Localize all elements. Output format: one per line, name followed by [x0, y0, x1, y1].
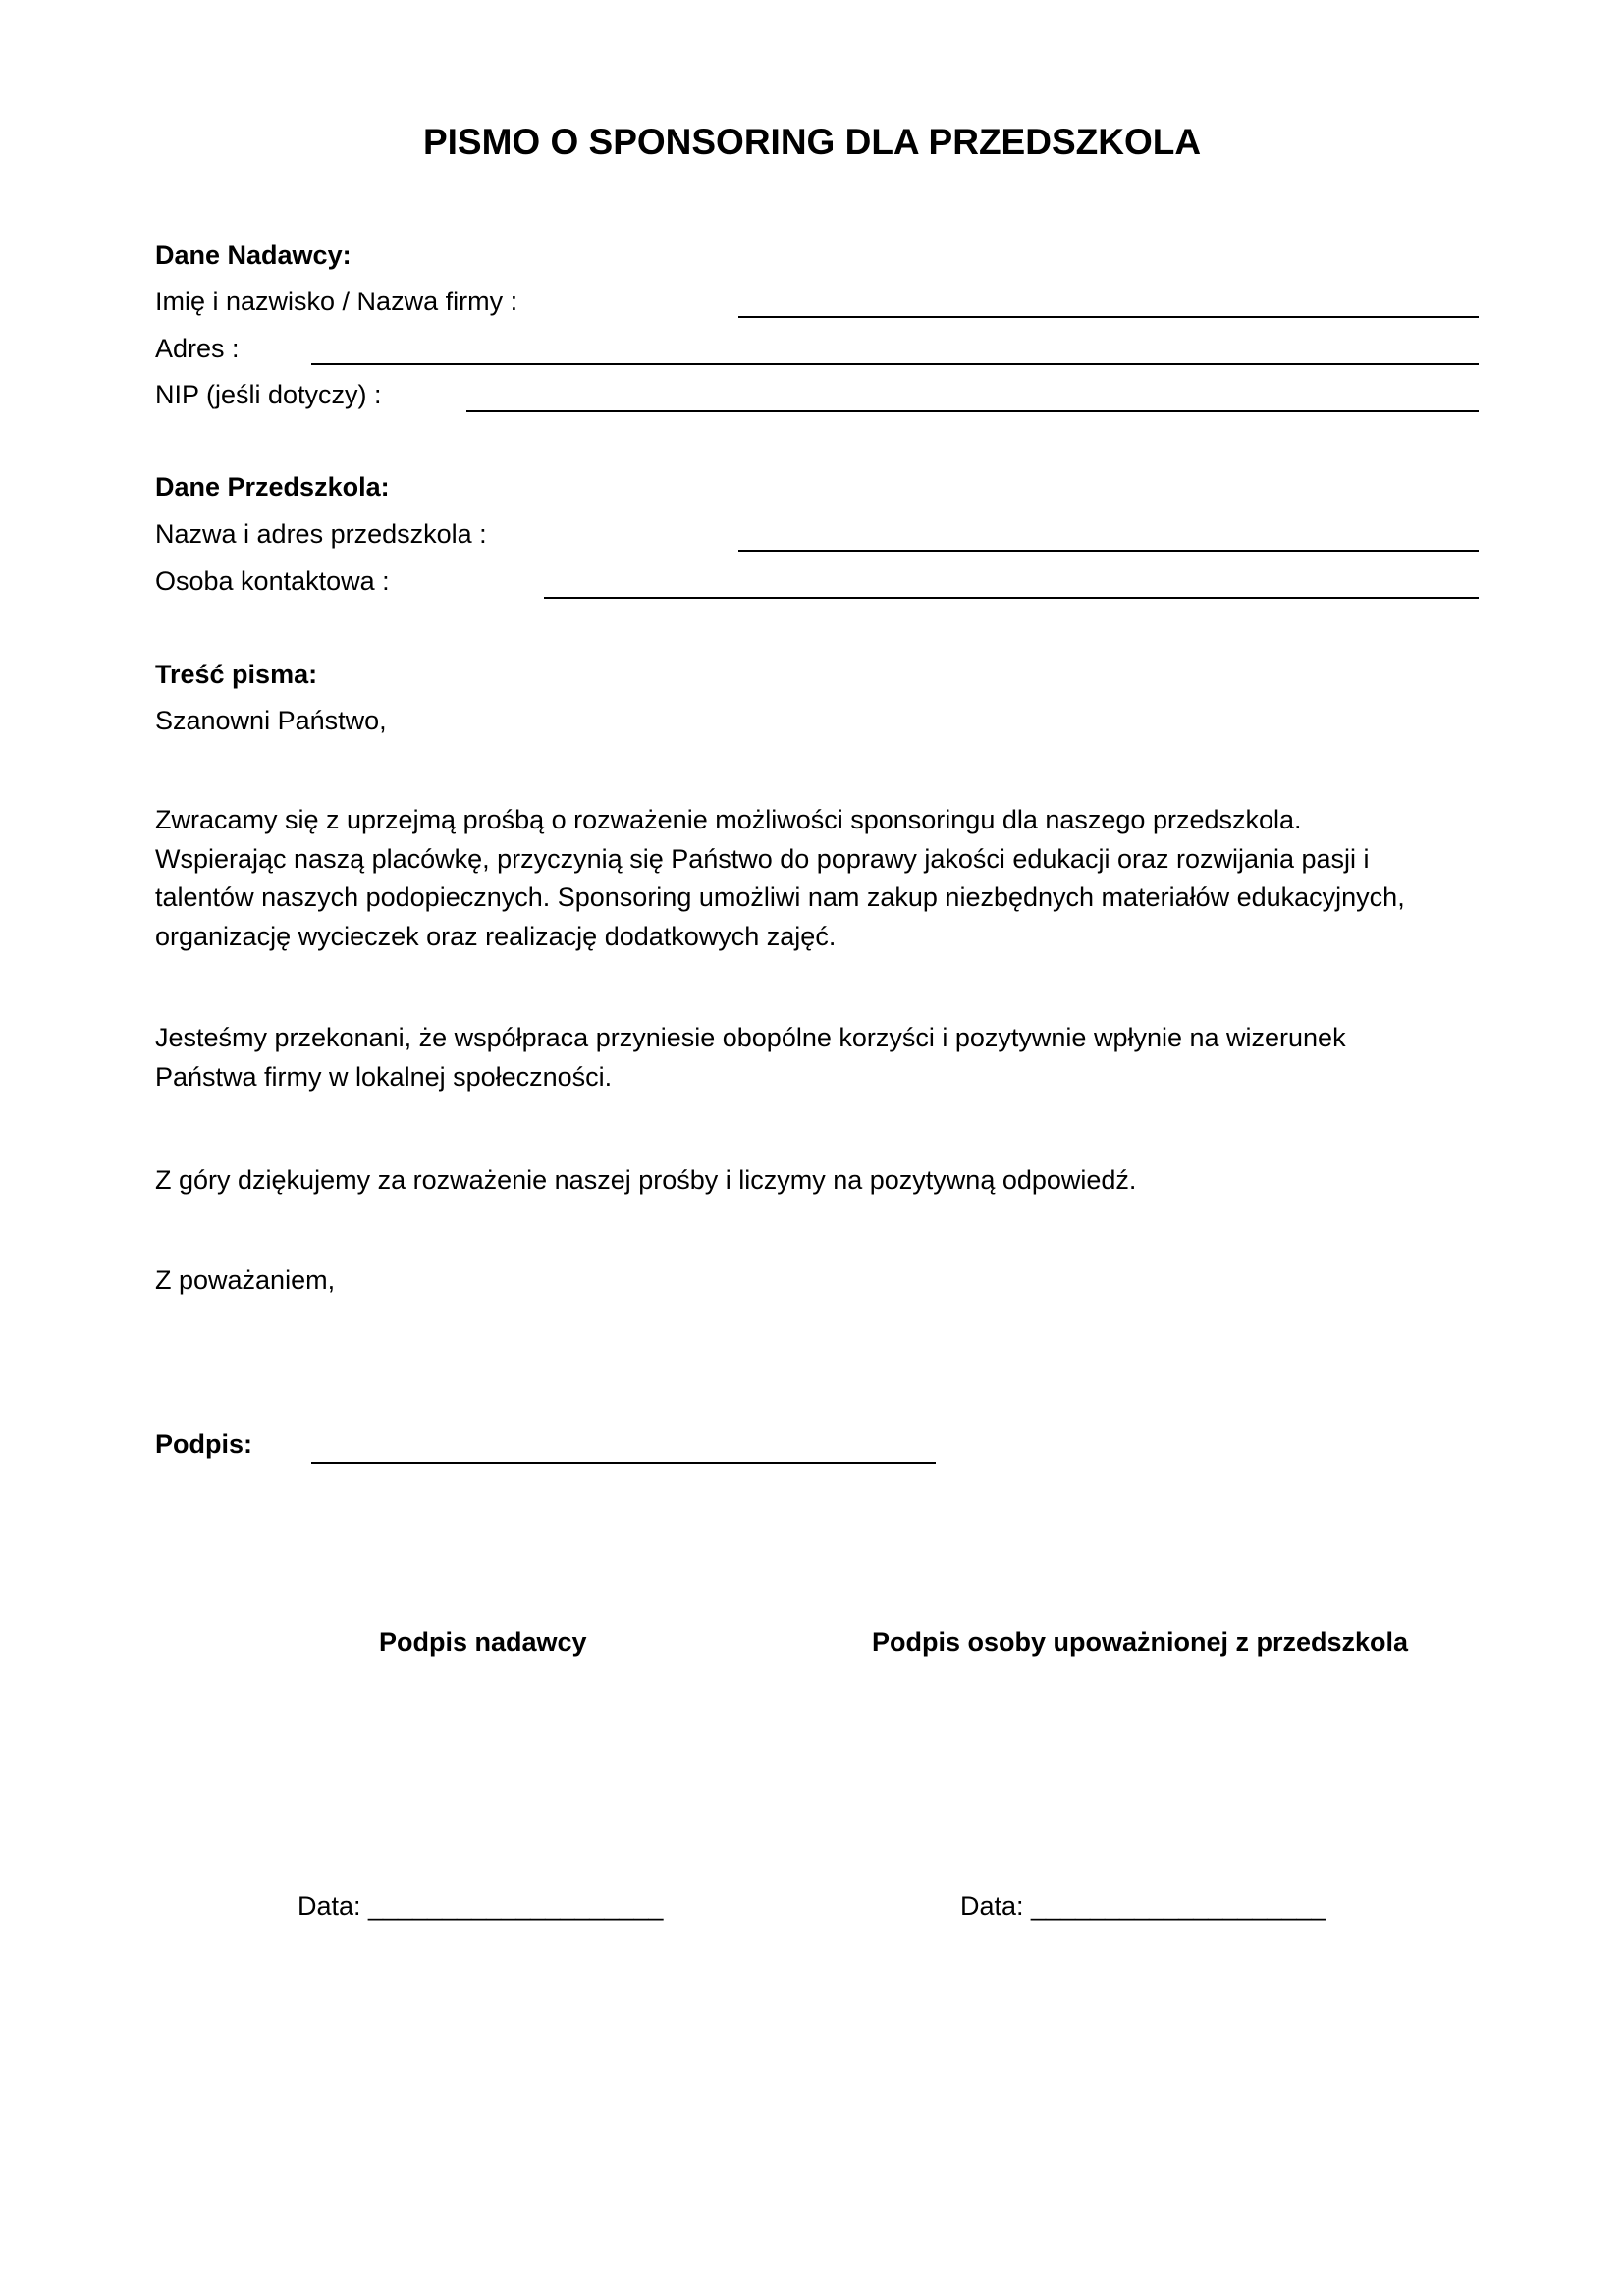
sender-address-field[interactable] — [311, 363, 1479, 365]
paragraph-1-line: Zwracamy się z uprzejmą prośbą o rozważenie możliwości sponsoringu dla naszego przedszkola. — [155, 805, 1302, 834]
document-title: PISMO O SPONSORING DLA PRZEDSZKOLA — [422, 122, 1202, 162]
paragraph-1-line: organizację wycieczek oraz realizację dodatkowych zajęć. — [155, 921, 837, 951]
sender-nip-field[interactable] — [466, 410, 1479, 412]
kindergarten-name-label: Nazwa i adres przedszkola : — [155, 519, 487, 549]
content-heading: Treść pisma: — [155, 660, 318, 689]
sender-address-label: Adres : — [155, 334, 240, 363]
sender-name-field[interactable] — [738, 316, 1479, 318]
paragraph-2-line: Jesteśmy przekonani, że współpraca przyniesie obopólne korzyści i pozytywnie wpłynie na wizerunek — [155, 1023, 1346, 1052]
kindergarten-signature-label: Podpis osoby upoważnionej z przedszkola — [872, 1628, 1409, 1657]
kindergarten-contact-label: Osoba kontaktowa : — [155, 566, 390, 596]
kindergarten-date-field[interactable]: Data: ____________________ — [960, 1892, 1326, 1921]
signature-field[interactable] — [311, 1462, 936, 1464]
greeting: Szanowni Państwo, — [155, 706, 387, 735]
signature-label: Podpis: — [155, 1429, 252, 1459]
paragraph-3: Z góry dziękujemy za rozważenie naszej prośby i liczymy na pozytywną odpowiedź. — [155, 1165, 1137, 1195]
kindergarten-name-field[interactable] — [738, 550, 1479, 552]
sender-signature-label: Podpis nadawcy — [379, 1628, 587, 1657]
closing: Z poważaniem, — [155, 1265, 336, 1295]
paragraph-2-line: Państwa firmy w lokalnej społeczności. — [155, 1061, 613, 1092]
paragraph-1 — [155, 801, 1481, 956]
paragraph-2 — [155, 1019, 1481, 1096]
kindergarten-contact-field[interactable] — [544, 597, 1479, 599]
paragraph-1-line: Wspierając naszą placówkę, przyczynią się Państwo do poprawy jakości edukacji oraz rozwijania pasji i — [155, 843, 1370, 874]
sender-heading: Dane Nadawcy: — [155, 240, 352, 270]
sender-nip-label: NIP (jeśli dotyczy) : — [155, 380, 382, 409]
paragraph-1-line: talentów naszych podopiecznych. Sponsoring umożliwi nam zakup niezbędnych materiałów edukacyjnych, — [155, 882, 1405, 912]
sender-name-label: Imię i nazwisko / Nazwa firmy : — [155, 287, 518, 316]
kindergarten-heading: Dane Przedszkola: — [155, 472, 390, 502]
sender-date-field[interactable]: Data: ____________________ — [298, 1892, 664, 1921]
